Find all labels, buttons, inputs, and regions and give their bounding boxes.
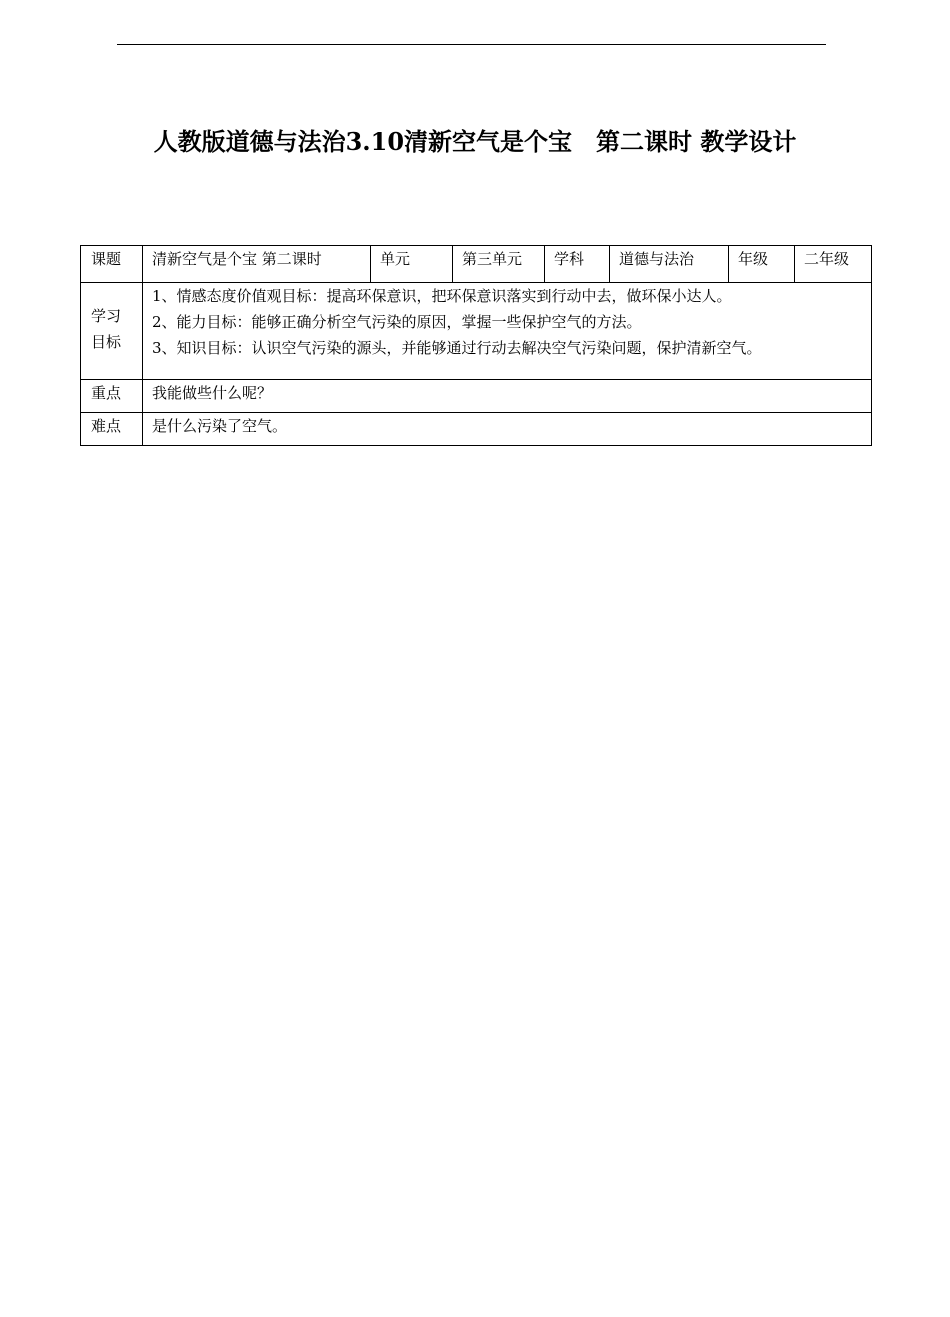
goals-content bbox=[143, 283, 872, 380]
table-row-key-point bbox=[81, 380, 872, 413]
difficulty-label: 难点 bbox=[81, 413, 143, 446]
lesson-info-table bbox=[80, 245, 872, 446]
subject-label: 学科 bbox=[545, 246, 610, 283]
topic-label: 课题 bbox=[81, 246, 143, 283]
goal-item: 3、知识目标：认识空气污染的源头，并能够通过行动去解决空气污染问题，保护清新空气。 bbox=[152, 339, 762, 357]
subject-value: 道德与法治 bbox=[610, 246, 729, 283]
key-point-label: 重点 bbox=[81, 380, 143, 413]
grade-value: 二年级 bbox=[795, 246, 872, 283]
goals-label bbox=[81, 283, 143, 380]
difficulty-value: 是什么污染了空气。 bbox=[143, 413, 872, 446]
header-rule bbox=[117, 44, 826, 45]
unit-value: 第三单元 bbox=[453, 246, 545, 283]
unit-label: 单元 bbox=[371, 246, 453, 283]
table-row-basic-info bbox=[81, 246, 872, 283]
grade-label: 年级 bbox=[729, 246, 795, 283]
table-row-difficulty bbox=[81, 413, 872, 446]
key-point-value: 我能做些什么呢？ bbox=[143, 380, 872, 413]
goal-item: 1、情感态度价值观目标：提高环保意识，把环保意识落实到行动中去，做环保小达人。 bbox=[152, 287, 732, 305]
goal-item: 2、能力目标：能够正确分析空气污染的原因，掌握一些保护空气的方法。 bbox=[152, 313, 642, 331]
document-title: 人教版道德与法治3.10清新空气是个宝 第二课时 教学设计 bbox=[153, 127, 797, 156]
topic-value: 清新空气是个宝 第二课时 bbox=[143, 246, 371, 283]
goals-label-text: 学习目标 bbox=[91, 307, 122, 351]
table-row-goals bbox=[81, 283, 872, 380]
